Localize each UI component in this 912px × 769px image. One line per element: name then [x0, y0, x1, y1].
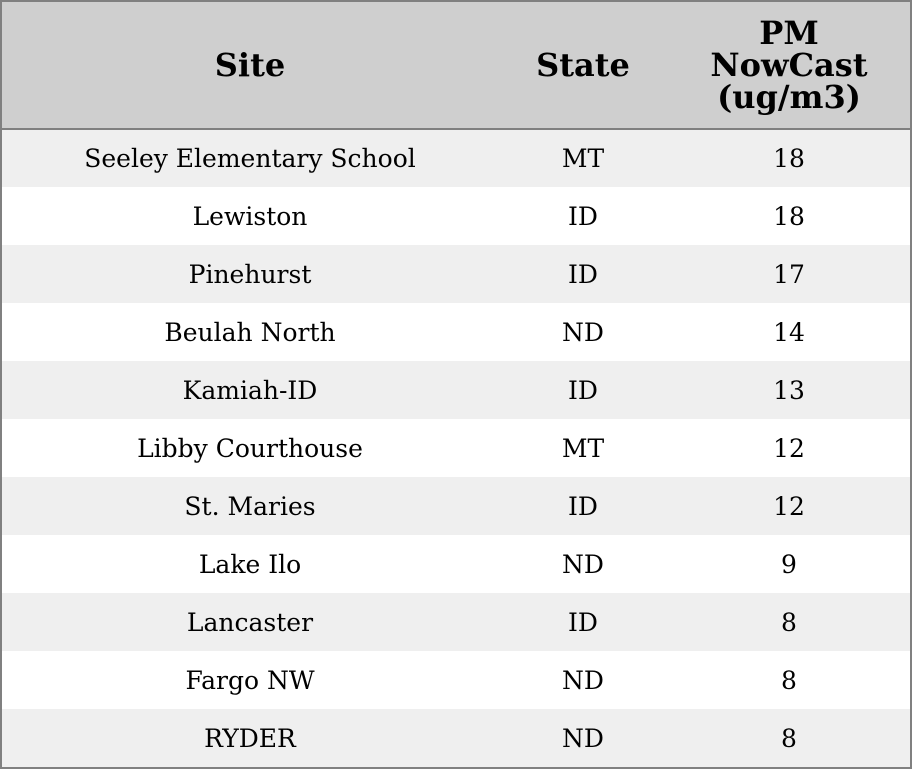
header-site: Site: [2, 2, 498, 129]
table-row: [2, 419, 910, 477]
table-row: [2, 303, 910, 361]
cell-pm-nowcast: 12: [773, 433, 805, 463]
table-row: [2, 709, 910, 767]
header-pm-nowcast: [668, 2, 910, 129]
cell-pm-nowcast: 9: [781, 549, 797, 579]
cell-site: St. Maries: [184, 491, 316, 521]
pm-nowcast-table: [2, 2, 910, 767]
cell-site: Lake Ilo: [198, 549, 302, 579]
cell-site: Seeley Elementary School: [84, 144, 416, 173]
cell-pm-nowcast: 8: [781, 665, 797, 695]
cell-site: Lancaster: [186, 607, 314, 637]
header-pm-line-3: (ug/m3): [717, 78, 861, 116]
cell-site: Libby Courthouse: [137, 433, 363, 463]
table-row: [2, 245, 910, 303]
cell-pm-nowcast: 14: [773, 317, 805, 347]
table-header: [2, 2, 910, 129]
table-row: [2, 477, 910, 535]
cell-state: ND: [562, 317, 604, 347]
table-body: [2, 129, 910, 767]
header-pm-line-1: PM: [759, 14, 819, 52]
cell-state: ID: [568, 259, 598, 289]
table-row: [2, 129, 910, 187]
cell-state: ND: [562, 723, 604, 753]
cell-state: ND: [562, 665, 604, 695]
cell-state: MT: [561, 433, 605, 463]
cell-pm-nowcast: 8: [781, 607, 797, 637]
cell-pm-nowcast: 18: [773, 144, 805, 173]
table-row: [2, 361, 910, 419]
header-row: [2, 2, 910, 129]
cell-pm-nowcast: 12: [773, 491, 805, 521]
cell-state: ID: [568, 491, 598, 521]
table-row: [2, 187, 910, 245]
table-row: [2, 593, 910, 651]
table-row: [2, 651, 910, 709]
cell-site: Pinehurst: [188, 259, 312, 289]
header-pm-line-2: NowCast: [710, 46, 868, 84]
cell-site: RYDER: [204, 723, 296, 753]
cell-state: ID: [568, 375, 598, 405]
table-row: [2, 535, 910, 593]
cell-site: Beulah North: [164, 317, 336, 347]
cell-state: ID: [568, 201, 598, 231]
cell-pm-nowcast: 13: [773, 375, 805, 405]
cell-pm-nowcast: 17: [773, 259, 805, 289]
header-state: State: [498, 2, 668, 129]
cell-state: MT: [561, 144, 605, 173]
cell-pm-nowcast: 18: [773, 201, 805, 231]
cell-state: ID: [568, 607, 598, 637]
cell-site: Kamiah-ID: [182, 375, 318, 405]
cell-state: ND: [562, 549, 604, 579]
cell-site: Lewiston: [192, 201, 308, 231]
cell-site: Fargo NW: [185, 665, 315, 695]
cell-pm-nowcast: 8: [781, 723, 797, 753]
